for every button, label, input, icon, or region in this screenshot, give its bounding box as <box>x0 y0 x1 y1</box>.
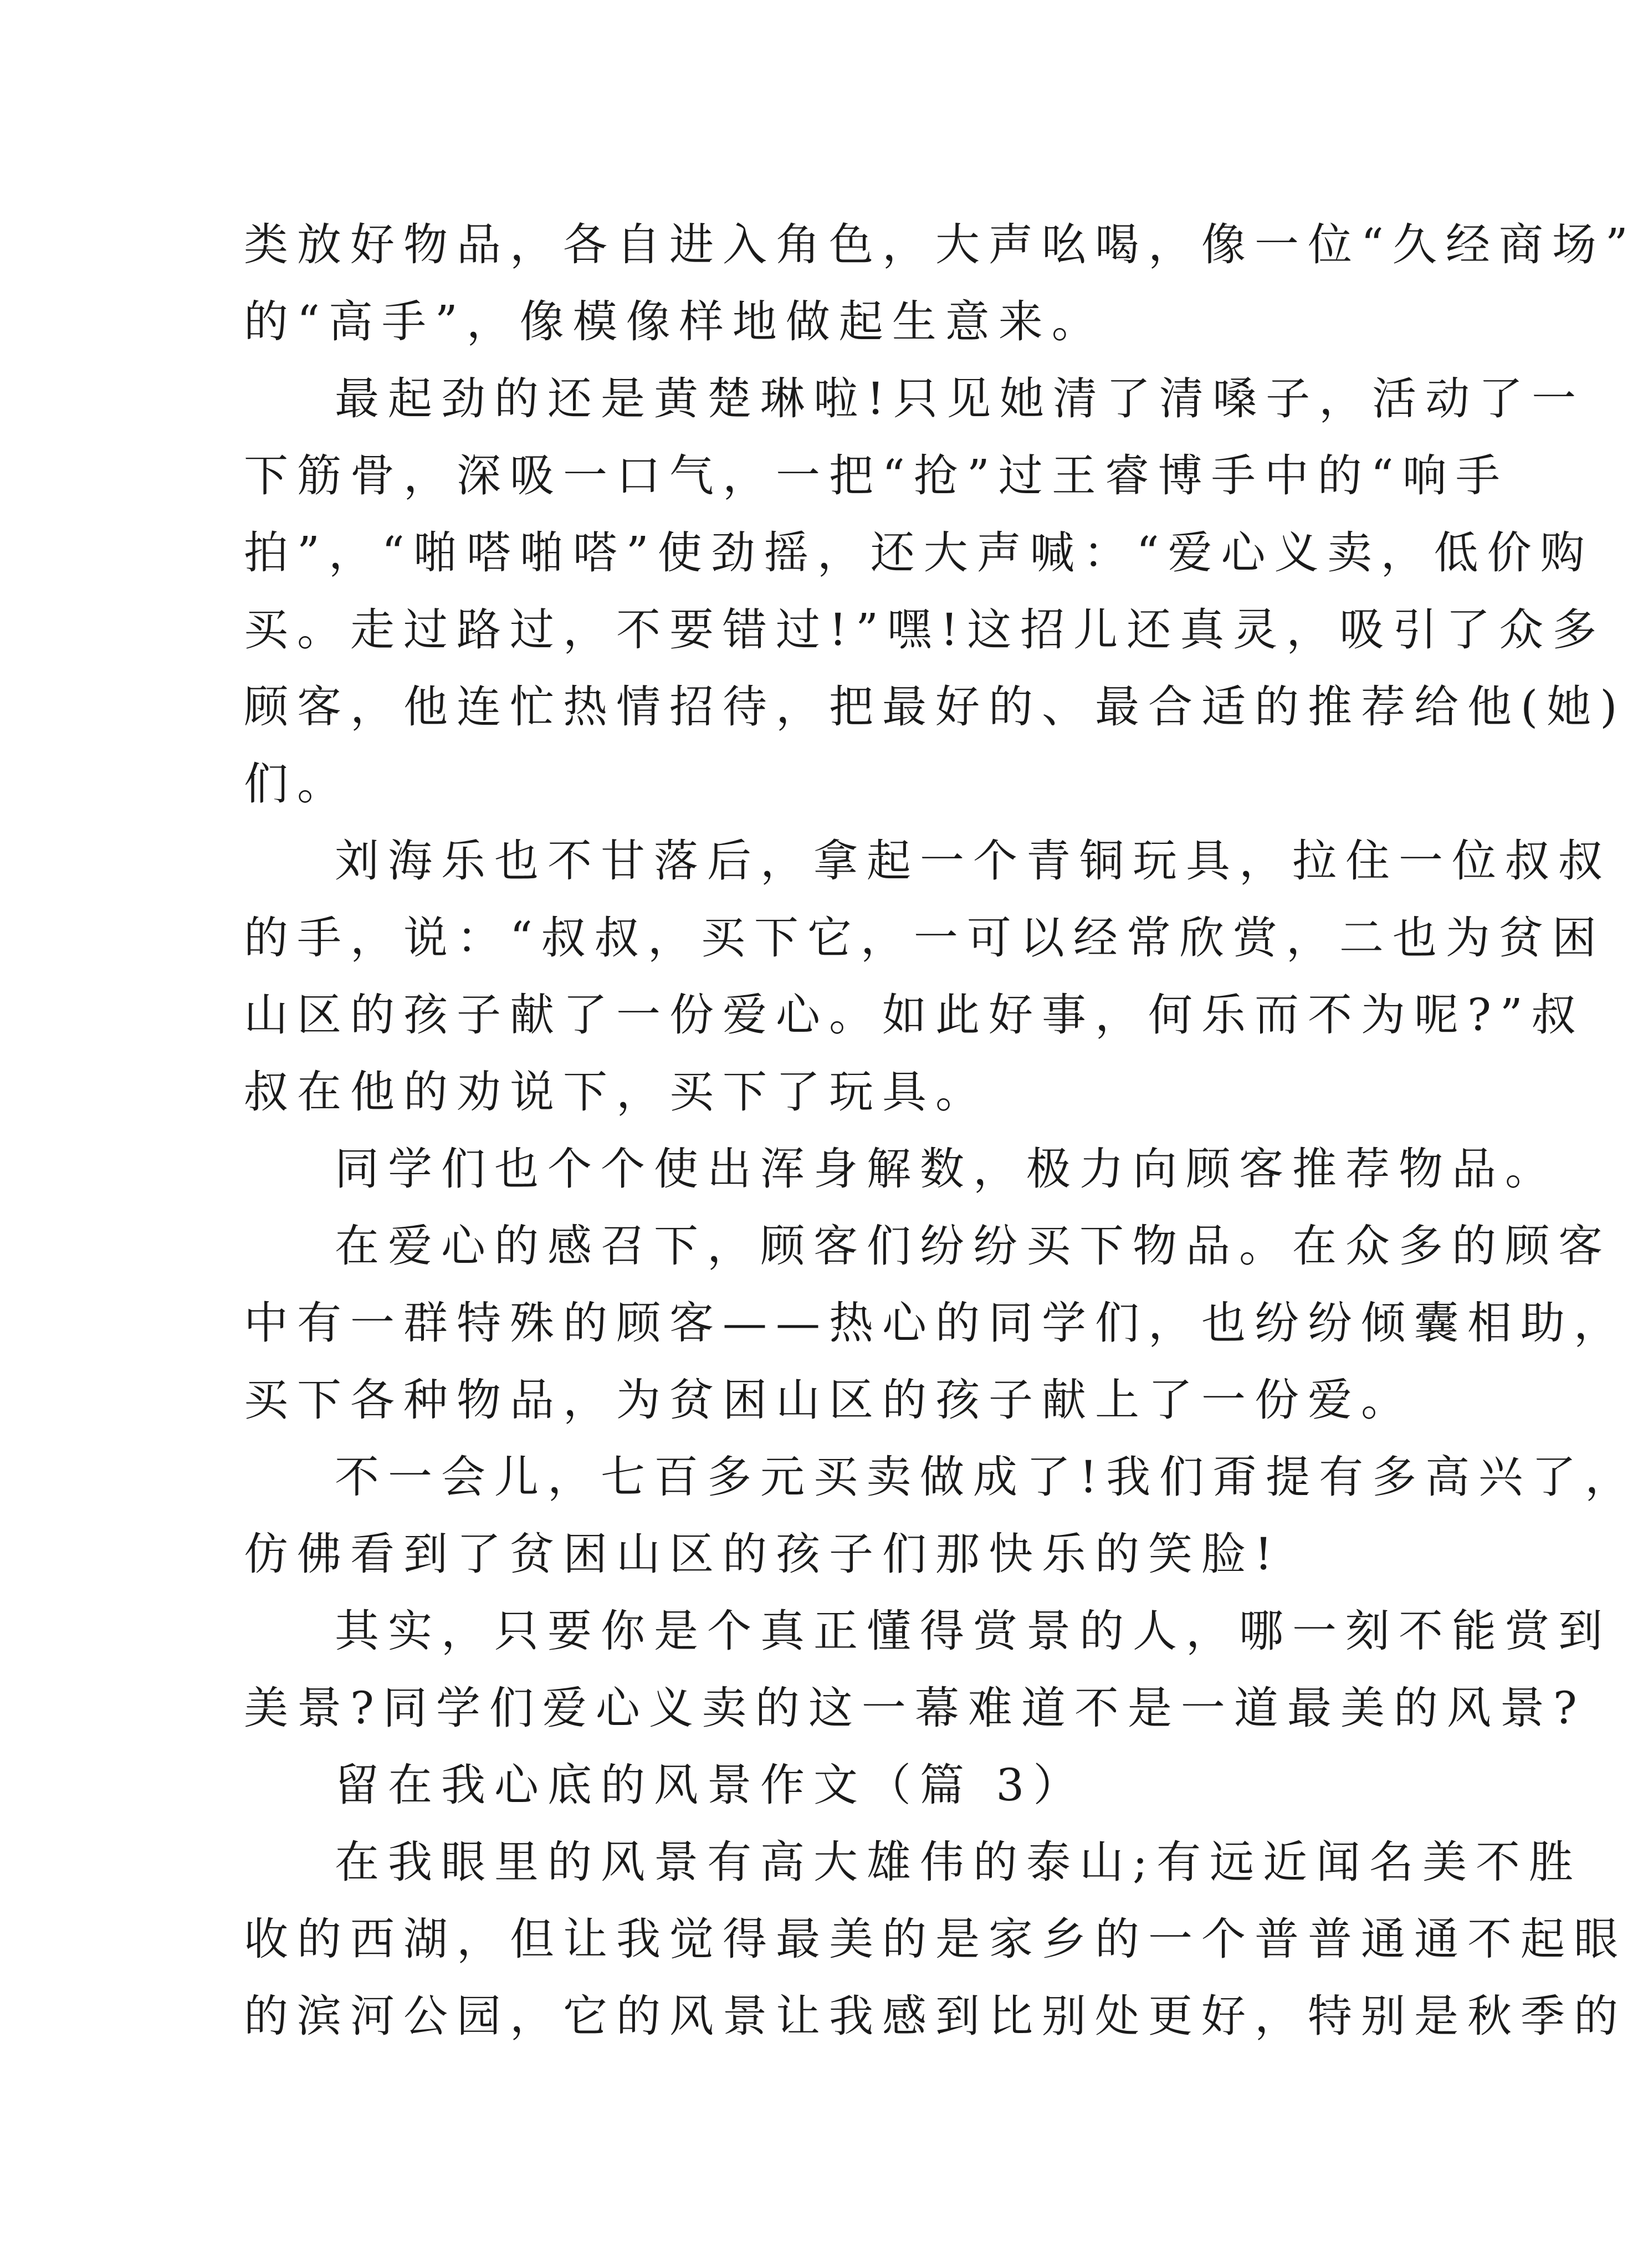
section-heading: 留在我心底的风景作文（篇 3） <box>335 1759 1087 1811</box>
text-line: 们。 <box>244 758 350 810</box>
text-line: 中有一群特殊的顾客——热心的同学们，也纷纷倾囊相助， <box>244 1297 1627 1349</box>
text-line: 下筋骨，深吸一口气，一把“抢”过王睿博手中的“响手 <box>244 450 1509 501</box>
text-line: 同学们也个个使出浑身解数，极力向顾客推荐物品。 <box>335 1143 1558 1195</box>
text-line: 叔在他的劝说下，买下了玩具。 <box>244 1066 989 1118</box>
text-line: 最起劲的还是黄楚琳啦!只见她清了清嗓子，活动了一 <box>335 373 1585 424</box>
text-line: 拍”，“啪嗒啪嗒”使劲摇，还大声喊：“爱心义卖，低价购 <box>244 527 1594 578</box>
text-line: 的手，说：“叔叔，买下它，一可以经常欣赏，二也为贫困 <box>244 912 1605 964</box>
text-line: 仿佛看到了贫困山区的孩子们那快乐的笑脸! <box>244 1528 1282 1580</box>
text-line: 在爱心的感召下，顾客们纷纷买下物品。在众多的顾客 <box>335 1220 1611 1272</box>
article-body <box>244 206 1638 2055</box>
text-line: 买。走过路过，不要错过!”嘿!这招儿还真灵，吸引了众多 <box>244 604 1606 656</box>
text-line: 买下各种物品，为贫困山区的孩子献上了一份爱。 <box>244 1374 1414 1426</box>
text-line: 山区的孩子献了一份爱心。如此好事，何乐而不为呢?”叔 <box>244 989 1585 1041</box>
text-line: 美景?同学们爱心义卖的这一幕难道不是一道最美的风景? <box>244 1682 1586 1734</box>
text-line: 顾客，他连忙热情招待，把最好的、最合适的推荐给他(她) <box>244 681 1626 733</box>
text-line: 其实，只要你是个真正懂得赏景的人，哪一刻不能赏到 <box>335 1605 1611 1657</box>
text-line: 类放好物品，各自进入角色，大声吆喝，像一位“久经商场” <box>244 219 1637 270</box>
text-line: 的滨河公园，它的风景让我感到比别处更好，特别是秋季的 <box>244 1990 1627 2042</box>
text-line: 刘海乐也不甘落后，拿起一个青铜玩具，拉住一位叔叔 <box>335 835 1611 887</box>
text-line: 不一会儿，七百多元买卖做成了!我们甭提有多高兴了， <box>335 1451 1638 1503</box>
text-line: 的“高手”，像模像样地做起生意来。 <box>244 296 1105 347</box>
text-line: 在我眼里的风景有高大雄伟的泰山;有远近闻名美不胜 <box>335 1836 1582 1888</box>
text-line: 收的西湖，但让我觉得最美的是家乡的一个普普通通不起眼 <box>244 1913 1627 1965</box>
